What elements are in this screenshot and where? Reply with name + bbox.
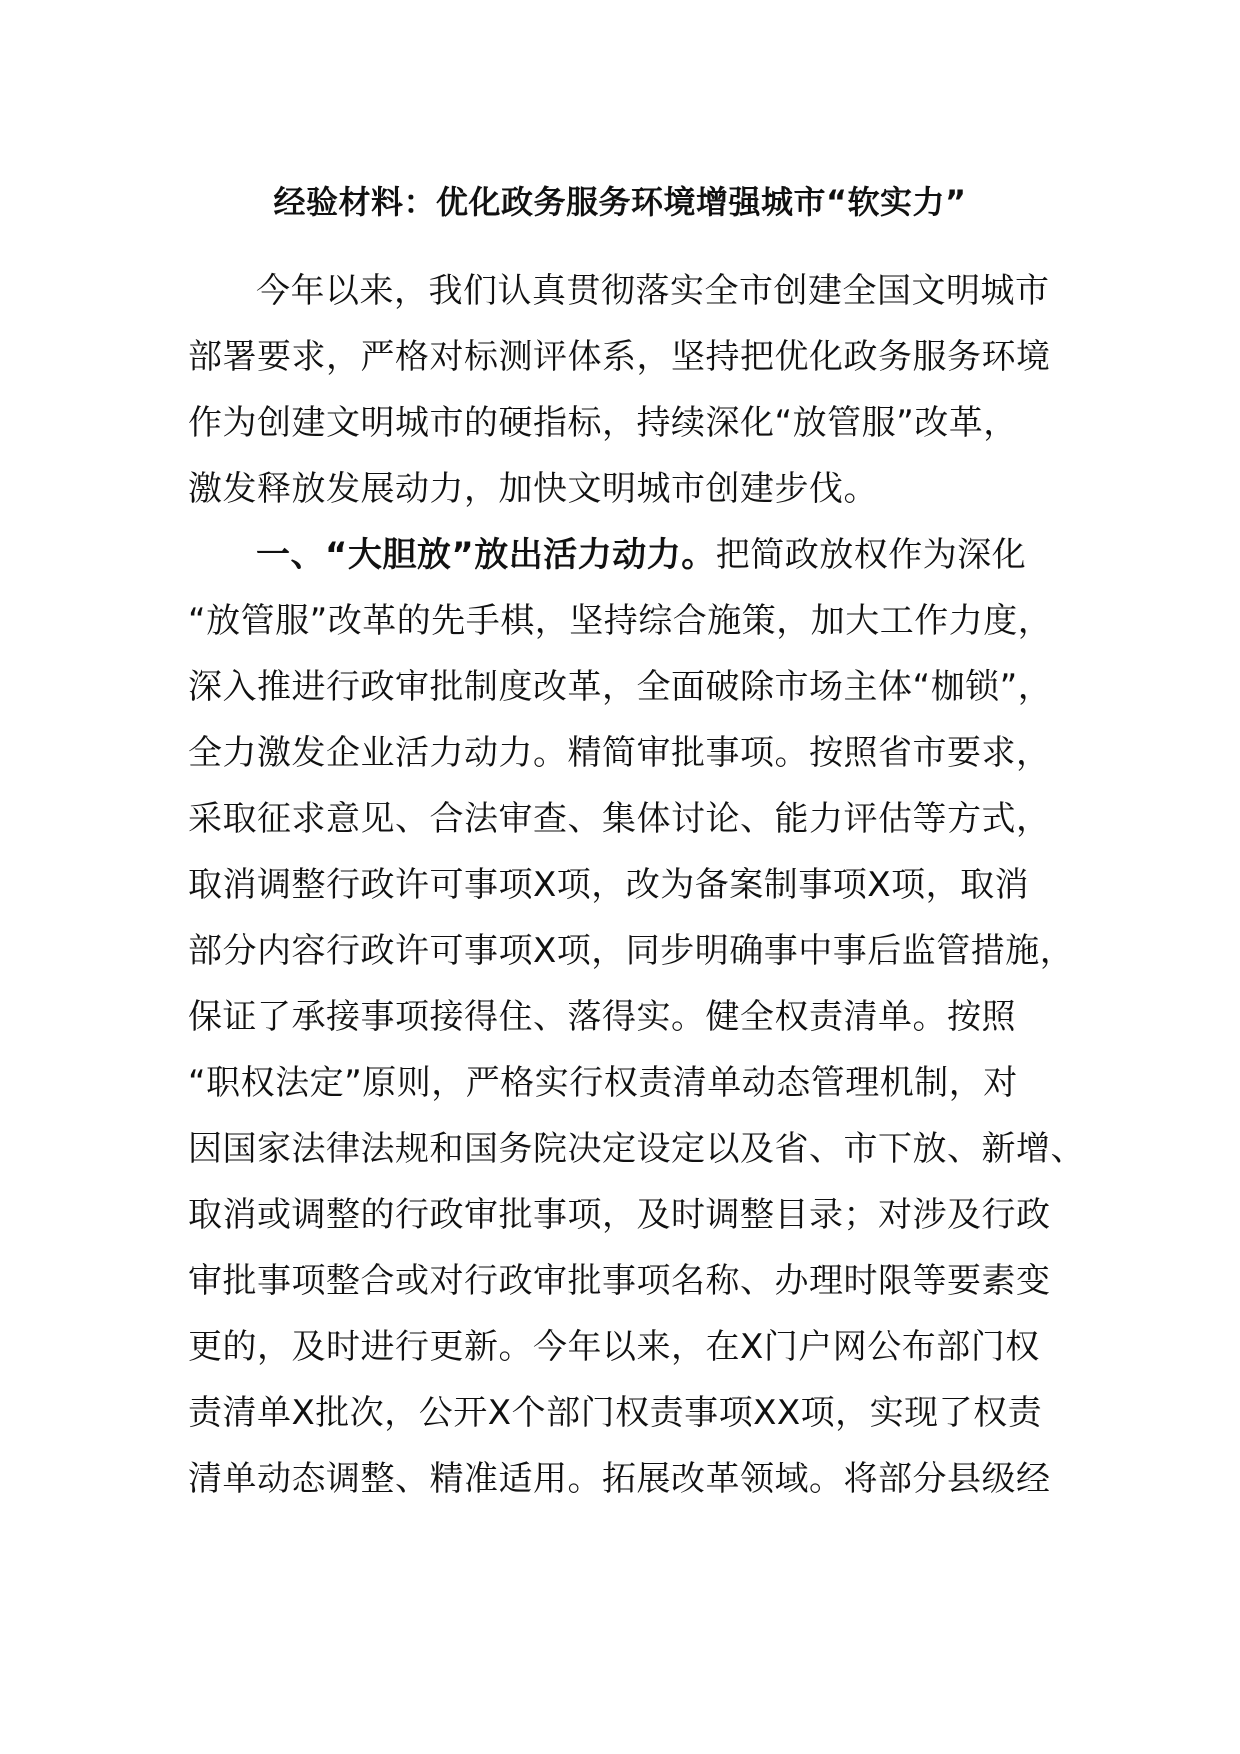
paragraph2-line: 更的，及时进行更新。今年以来，在X门户网公布部门权	[188, 1327, 1040, 1367]
paragraph2-line: “职权法定”原则，严格实行权责清单动态管理机制，对	[188, 1063, 1018, 1103]
paragraph1-line: 今年以来，我们认真贯彻落实全市创建全国文明城市	[256, 271, 1050, 311]
paragraph2-first-line-text: 把简政放权作为深化	[715, 535, 1027, 575]
paragraph2-line: 深入推进行政审批制度改革，全面破除市场主体“枷锁”，	[188, 667, 1053, 707]
paragraph2-line: 取消调整行政许可事项X项，改为备案制事项X项，取消	[188, 865, 1030, 905]
paragraph2-line: 部分内容行政许可事项X项，同步明确事中事后监管措施，	[188, 931, 1075, 971]
paragraph1-line: 部署要求，严格对标测评体系，坚持把优化政务服务环境	[188, 337, 1051, 377]
paragraph2-line: 保证了承接事项接得住、落得实。健全权责清单。按照	[188, 997, 1016, 1037]
paragraph2-line: 责清单X批次，公开X个部门权责事项XX项，实现了权责	[188, 1393, 1043, 1433]
paragraph2-line: “放管服”改革的先手棋，坚持综合施策，加大工作力度，	[188, 601, 1053, 641]
paragraph2-line: 全力激发企业活力动力。精简审批事项。按照省市要求，	[188, 733, 1051, 773]
paragraph2-line: 清单动态调整、精准适用。拓展改革领域。将部分县级经	[188, 1459, 1051, 1499]
paragraph2-line: 取消或调整的行政审批事项，及时调整目录；对涉及行政	[188, 1195, 1051, 1235]
document-title: 经验材料：优化政务服务环境增强城市“软实力”	[273, 183, 967, 221]
paragraph1-line: 作为创建文明城市的硬指标，持续深化“放管服”改革，	[188, 403, 1018, 443]
paragraph2-line: 因国家法律法规和国务院决定设定以及省、市下放、新增、	[188, 1129, 1085, 1169]
paragraph2-first-line	[256, 522, 1068, 588]
paragraph1-line: 激发释放发展动力，加快文明城市创建步伐。	[188, 469, 878, 509]
section-heading: 一、“大胆放”放出活力动力。	[256, 535, 716, 575]
paragraph2-line: 采取征求意见、合法审查、集体讨论、能力评估等方式，	[188, 799, 1051, 839]
paragraph2-line: 审批事项整合或对行政审批事项名称、办理时限等要素变	[188, 1261, 1051, 1301]
